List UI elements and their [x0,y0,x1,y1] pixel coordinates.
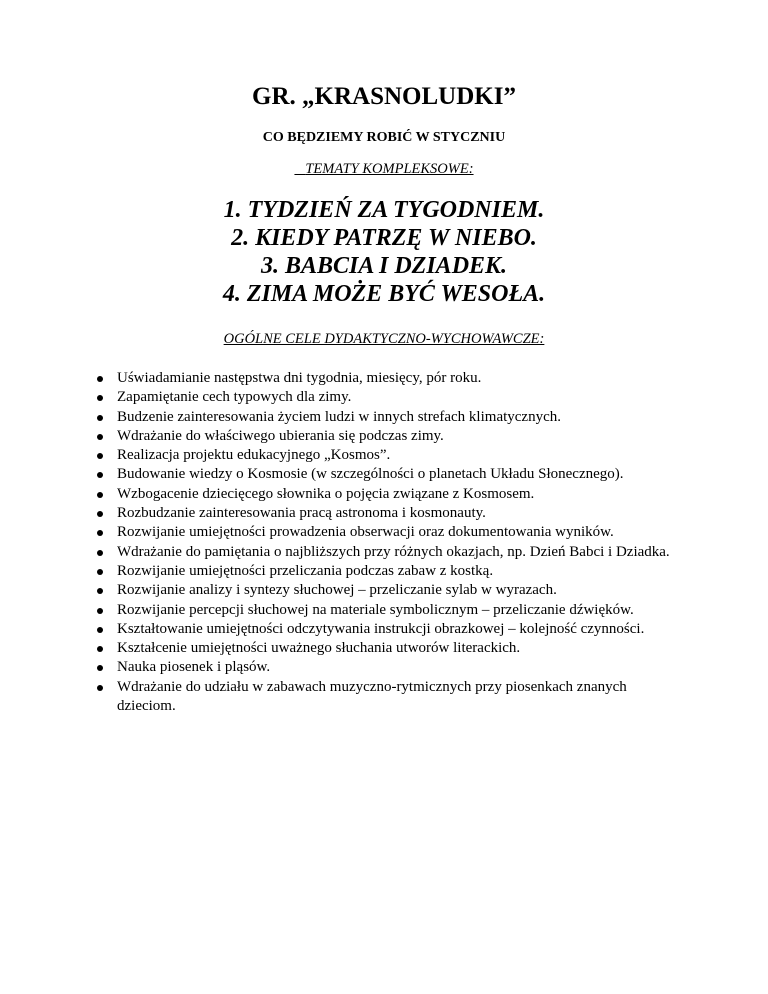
goal-item [117,620,677,639]
bullet-icon [97,530,103,536]
topics-heading [0,160,768,178]
goal-text: Uświadamianie następstwa dni tygodnia, miesięcy, pór roku. [117,370,482,386]
goal-text: Wdrażanie do właściwego ubierania się podczas zimy. [117,427,444,444]
goal-text: Kształtowanie umiejętności odczytywania instrukcji obrazkowej – kolejność czynności. [117,620,645,637]
goal-item [117,446,677,465]
goal-item [117,581,677,600]
goal-item [117,465,677,484]
goal-item [117,427,677,446]
goals-list [117,369,677,716]
goal-text: Kształcenie umiejętności uważnego słuchania utworów literackich. [117,640,521,657]
bullet-icon [97,492,103,498]
topic-item: 4. ZIMA MOŻE BYĆ WESOŁA. [222,281,546,307]
goal-text: Wzbogacenie dziecięcego słownika o pojęcia związane z Kosmosem. [117,485,535,502]
bullet-icon [97,569,103,575]
bullet-icon [97,665,103,671]
goal-text: Nauka piosenek i pląsów. [117,659,271,676]
goal-item [117,601,677,620]
goal-text: Zapamiętanie cech typowych dla zimy. [117,389,352,406]
goal-item [117,562,677,581]
bullet-icon [97,550,103,556]
goal-text: Rozbudzanie zainteresowania pracą astronoma i kosmonauty. [117,505,486,522]
topic-item: 2. KIEDY PATRZĘ W NIEBO. [231,225,537,251]
bullet-icon [97,395,103,401]
goal-item [117,678,677,717]
bullet-icon [97,627,103,633]
topic-item: 1. TYDZIEŃ ZA TYGODNIEM. [223,197,545,223]
bullet-icon [97,472,103,478]
topic-item: 3. BABCIA I DZIADEK. [260,253,508,279]
goal-text: Budzenie zainteresowania życiem ludzi w innych strefach klimatycznych. [117,408,561,425]
bullet-icon [97,511,103,517]
goal-item [117,369,677,388]
goal-item [117,639,677,658]
goal-item [117,504,677,523]
goal-text: Rozwijanie percepcji słuchowej na materiale symbolicznym – przeliczanie dźwięków. [117,601,634,618]
goal-text: Rozwijanie umiejętności prowadzenia obserwacji oraz dokumentowania wyników. [117,524,614,541]
goal-text: Rozwijanie analizy i syntezy słuchowej – przeliczanie sylab w wyrazach. [117,582,557,599]
goal-item [117,523,677,542]
goal-text: Rozwijanie umiejętności przeliczania podczas zabaw z kostką. [117,562,494,579]
topics-heading-text: TEMATY KOMPLEKSOWE: [305,161,474,177]
bullet-icon [97,646,103,652]
goal-text: Wdrażanie do udziału w zabawach muzyczno-rytmicznych przy piosenkach znanych dzieciom. [117,678,627,715]
document-title: GR. „KRASNOLUDKI” [252,83,516,110]
bullet-icon [97,434,103,440]
goal-text: Wdrażanie do pamiętania o najbliższych przy różnych okazjach, np. Dzień Babci i Dziadka. [117,543,670,560]
bullet-icon [97,685,103,691]
bullet-icon [97,608,103,614]
bullet-icon [97,588,103,594]
goals-heading: OGÓLNE CELE DYDAKTYCZNO-WYCHOWAWCZE: [223,331,545,347]
goal-text: Realizacja projektu edukacyjnego „Kosmos”. [117,447,391,464]
topics-list [0,196,768,308]
goal-item [117,408,677,427]
goal-item [117,388,677,407]
goal-item [117,485,677,504]
bullet-icon [97,376,103,382]
document-subtitle: CO BĘDZIEMY ROBIĆ W STYCZNIU [262,130,506,145]
goal-item [117,658,677,677]
bullet-icon [97,415,103,421]
bullet-icon [97,453,103,459]
goal-item [117,543,677,562]
goal-text: Budowanie wiedzy o Kosmosie (w szczególności o planetach Układu Słonecznego). [117,466,624,483]
